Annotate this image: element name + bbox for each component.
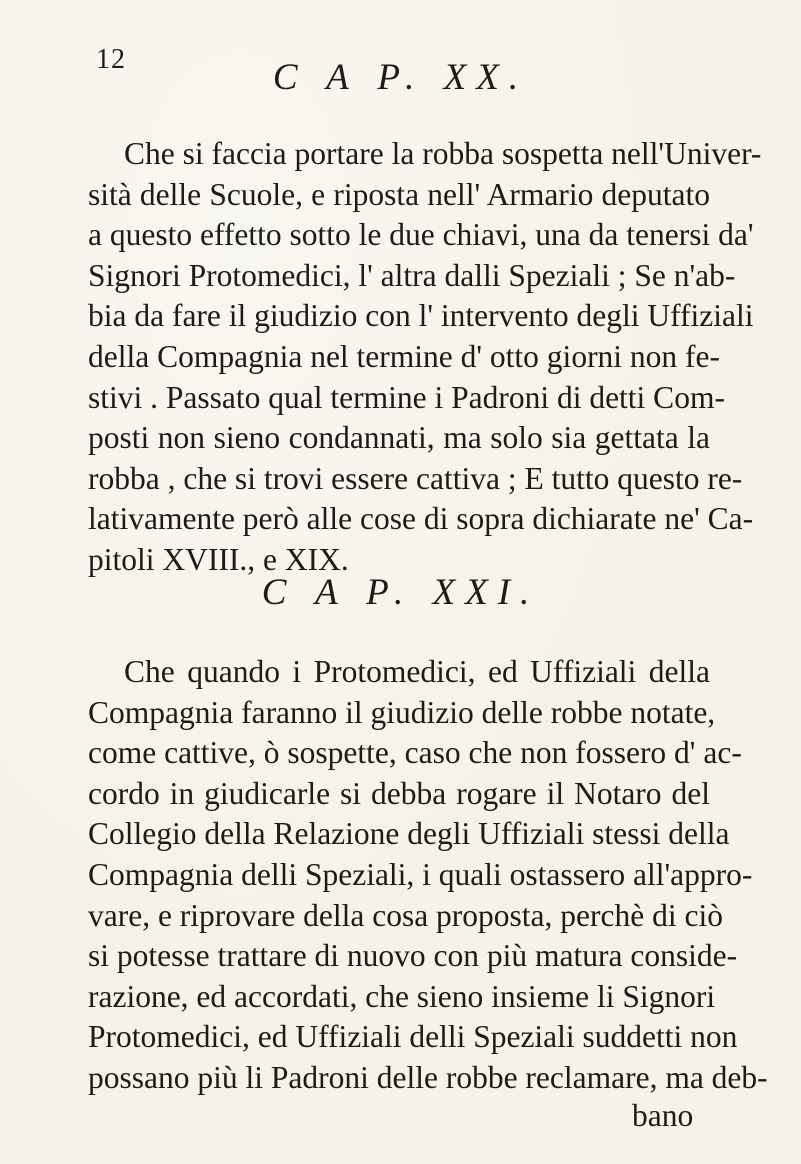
text-line: Protomedici, ed Uffiziali delli Speziali suddetti non <box>88 1019 738 1055</box>
text-line: a questo effetto sotto le due chiavi, una da tenersi da' <box>88 217 754 253</box>
text-line: Compagnia delli Speziali, i quali ostassero all'appro- <box>88 856 753 892</box>
text-line: pitoli XVIII., e XIX. <box>88 541 349 577</box>
text-line: Che quando i Protomedici, ed Uffiziali della <box>124 654 710 689</box>
text-line: razione, ed accordati, che sieno insieme li Signori <box>88 978 716 1014</box>
chapter-heading-xxi: C A P. XXI. <box>261 572 540 613</box>
text-line: lativamente però alle cose di sopra dichiarate ne' Ca- <box>88 501 754 537</box>
text-line: cordo in giudicarle si debba rogare il Notaro del <box>88 775 710 811</box>
chapter-heading-xx: C A P. XX. <box>272 57 529 98</box>
text-line: stivi . Passato qual termine i Padroni di detti Com- <box>88 379 725 415</box>
text-line: si potesse trattare di nuovo con più matura conside- <box>88 938 738 974</box>
text-line: vare, e riprovare della cosa proposta, perchè di ciò <box>88 897 723 933</box>
text-line: sità delle Scuole, e riposta nell' Armario deputato <box>88 176 710 212</box>
text-line: posti non sieno condannati, ma solo sia gettata la <box>88 420 710 456</box>
chapter-xxi-text <box>88 652 768 1099</box>
text-line: Signori Protomedici, l' altra dalli Speziali ; Se n'ab- <box>88 257 736 293</box>
text-line: possano più li Padroni delle robbe reclamare, ma deb- <box>88 1059 768 1095</box>
catchword: bano <box>632 1098 694 1133</box>
page-number: 12 <box>96 44 126 75</box>
text-line: Che si faccia portare la robba sospetta nell'Univer- <box>124 136 762 171</box>
chapter-xx-text <box>88 134 762 581</box>
text-line: robba , che si trovi essere cattiva ; E tutto questo re- <box>88 460 743 496</box>
text-line: Compagnia faranno il giudizio delle robbe notate, <box>88 694 716 730</box>
text-line: Collegio della Relazione degli Uffiziali stessi della <box>88 816 730 852</box>
text-line: bia da fare il giudizio con l' intervento degli Uffiziali <box>88 298 754 334</box>
text-line: della Compagnia nel termine d' otto giorni non fe- <box>88 338 721 374</box>
text-line: come cattive, ò sospette, caso che non fossero d' ac- <box>88 735 742 771</box>
